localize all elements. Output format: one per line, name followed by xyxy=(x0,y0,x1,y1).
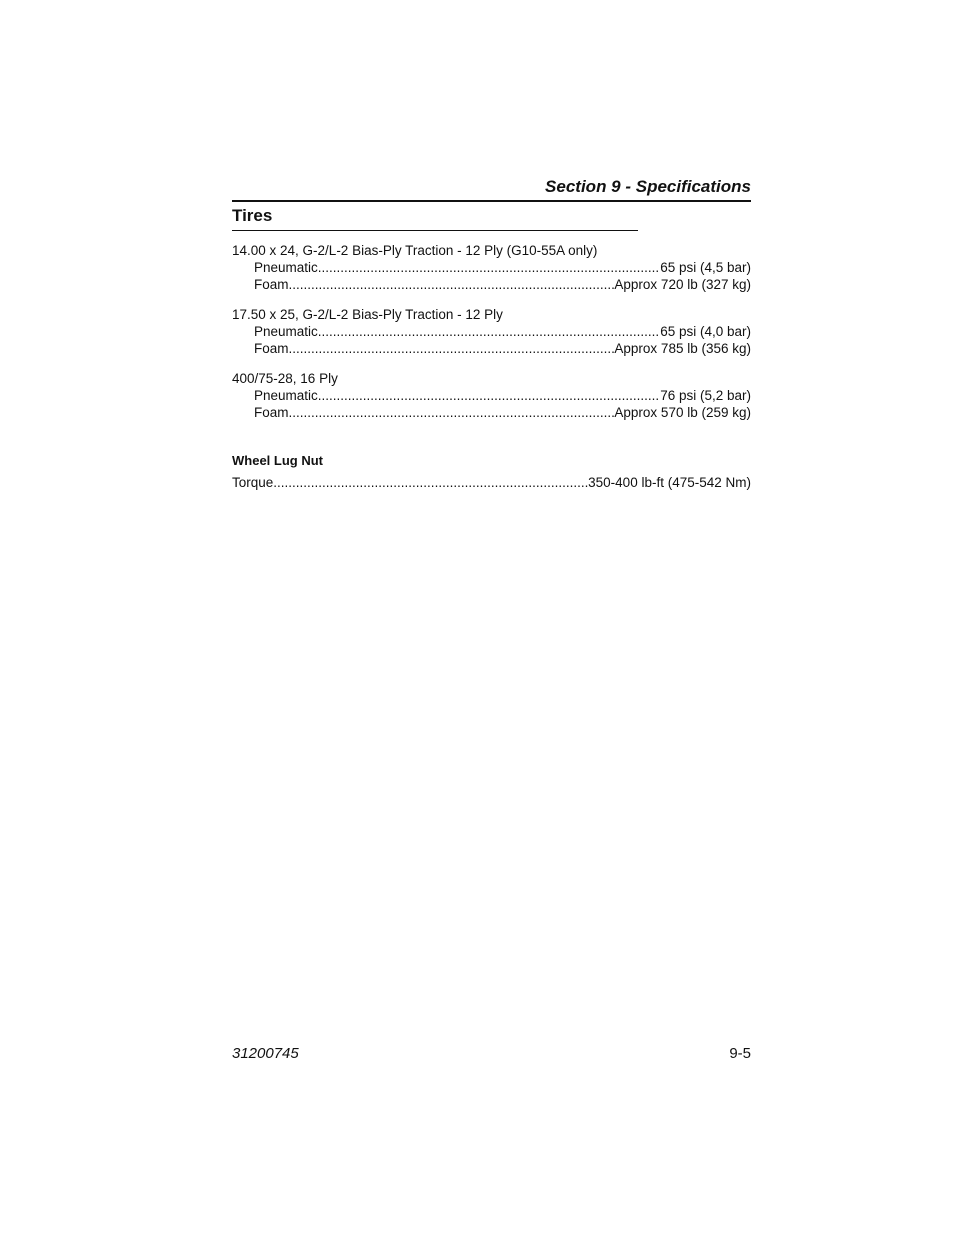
spec-label: Pneumatic xyxy=(254,324,318,339)
tire-size-title: 14.00 x 24, G-2/L-2 Bias-Ply Traction - 12 Ply (G10-55A only) xyxy=(232,243,598,258)
spec-label: Foam xyxy=(254,405,289,420)
spec-row-pneumatic xyxy=(232,259,751,276)
spec-row-torque xyxy=(232,474,751,491)
document-number: 31200745 xyxy=(232,1045,299,1062)
spec-row-foam xyxy=(232,276,751,293)
tire-spec-group xyxy=(232,242,751,293)
page-number: 9-5 xyxy=(729,1045,751,1062)
dot-leader xyxy=(318,259,660,276)
spec-row-foam xyxy=(232,340,751,357)
section-title: Section 9 - Specifications xyxy=(545,177,751,196)
dot-leader xyxy=(289,276,615,293)
tire-size-title: 400/75-28, 16 Ply xyxy=(232,371,338,386)
spec-value: Approx 785 lb (356 kg) xyxy=(614,341,751,356)
dot-leader xyxy=(289,340,615,357)
wheel-lug-nut-heading: Wheel Lug Nut xyxy=(232,453,323,468)
spec-label: Pneumatic xyxy=(254,388,318,403)
spec-row-foam xyxy=(232,404,751,421)
spec-value: Approx 720 lb (327 kg) xyxy=(614,277,751,292)
spec-label: Foam xyxy=(254,277,289,292)
dot-leader xyxy=(318,387,660,404)
section-divider xyxy=(232,200,751,202)
spec-row-pneumatic xyxy=(232,323,751,340)
dot-leader xyxy=(273,474,588,491)
spec-value: 350-400 lb-ft (475-542 Nm) xyxy=(588,475,751,490)
spec-value: Approx 570 lb (259 kg) xyxy=(614,405,751,420)
spec-value: 76 psi (5,2 bar) xyxy=(660,388,751,403)
spec-label: Foam xyxy=(254,341,289,356)
tires-divider xyxy=(232,230,638,231)
tire-size-title: 17.50 x 25, G-2/L-2 Bias-Ply Traction - 12 Ply xyxy=(232,307,503,322)
spec-value: 65 psi (4,5 bar) xyxy=(660,260,751,275)
tire-spec-group xyxy=(232,370,751,421)
dot-leader xyxy=(289,404,615,421)
dot-leader xyxy=(318,323,660,340)
spec-row-pneumatic xyxy=(232,387,751,404)
spec-value: 65 psi (4,0 bar) xyxy=(660,324,751,339)
spec-label: Pneumatic xyxy=(254,260,318,275)
tires-heading: Tires xyxy=(232,206,273,225)
spec-label: Torque xyxy=(232,475,274,490)
tire-spec-group xyxy=(232,306,751,357)
